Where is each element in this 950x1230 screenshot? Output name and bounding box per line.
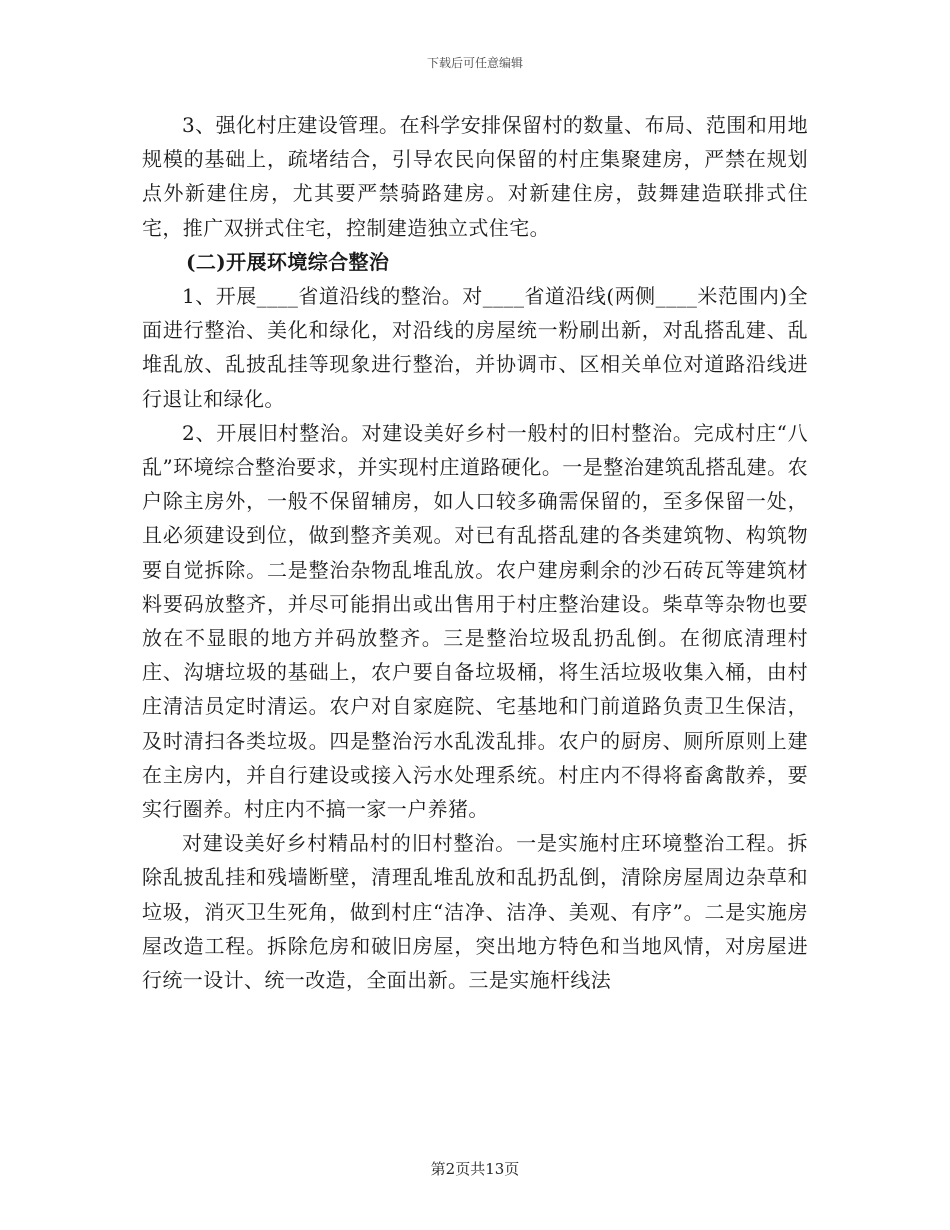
page-number: 第2页共13页 <box>430 1160 520 1178</box>
paragraph-old-village-premium: 对建设美好乡村精品村的旧村整治。一是实施村庄环境整治工程。拆除乱披乱挂和残墙断壁，清理乱堆乱放和乱扔乱倒，清除房屋周边杂草和垃圾，消灭卫生死角，做到村庄“洁净、洁净、美观、有序”。二是实施房屋改造工程。拆除危房和破旧房屋，突出地方特色和当地风情，对房屋进行统一设计、统一改造，全面出新。三是实施杆线法 <box>142 831 808 993</box>
paragraph-village-construction: 3、强化村庄建设管理。在科学安排保留村的数量、布局、范围和用地规模的基础上，疏堵结合，引导农民向保留的村庄集聚建房，严禁在规划点外新建住房，尤其要严禁骑路建房。对新建住房，鼓舞建造联排式住宅，推广双拼式住宅，控制建造独立式住宅。 <box>142 113 808 240</box>
paragraph-old-village-general: 2、开展旧村整治。对建设美好乡村一般村的旧村整治。完成村庄“八乱”环境综合整治要求，并实现村庄道路硬化。一是整治建筑乱搭乱建。农户除主房外，一般不保留辅房，如人口较多确需保留的，至多保留一处，且必须建设到位，做到整齐美观。对已有乱搭乱建的各类建筑物、构筑物要自觉拆除。二是整治杂物乱堆乱放。农户建房剩余的沙石砖瓦等建筑材料要码放整齐，并尽可能捐出或出售用于村庄整治建设。柴草等杂物也要放在不显眼的地方并码放整齐。三是整治垃圾乱扔乱倒。在彻底清理村庄、沟塘垃圾的基础上，农户要自备垃圾桶，将生活垃圾收集入桶，由村庄清洁员定时清运。农户对自家庭院、宅基地和门前道路负责卫生保洁，及时清扫各类垃圾。四是整治污水乱泼乱排。农户的厨房、厕所原则上建在主房内，并自行建设或接入污水处理系统。村庄内不得将畜禽散养，要实行圈养。村庄内不搞一家一户养猪。 <box>142 420 808 822</box>
document-body <box>142 108 808 997</box>
section-heading-environment: (二)开展环境综合整治 <box>186 249 390 274</box>
paragraph-road-remediation: 1、开展____省道沿线的整治。对____省道沿线(两侧____米范围内)全面进行整治、美化和绿化，对沿线的房屋统一粉刷出新，对乱搭乱建、乱堆乱放、乱披乱挂等现象进行整治，并协调市、区相关单位对道路沿线进行退让和绿化。 <box>142 284 808 411</box>
page-header-note: 下载后可任意编辑 <box>426 56 523 70</box>
